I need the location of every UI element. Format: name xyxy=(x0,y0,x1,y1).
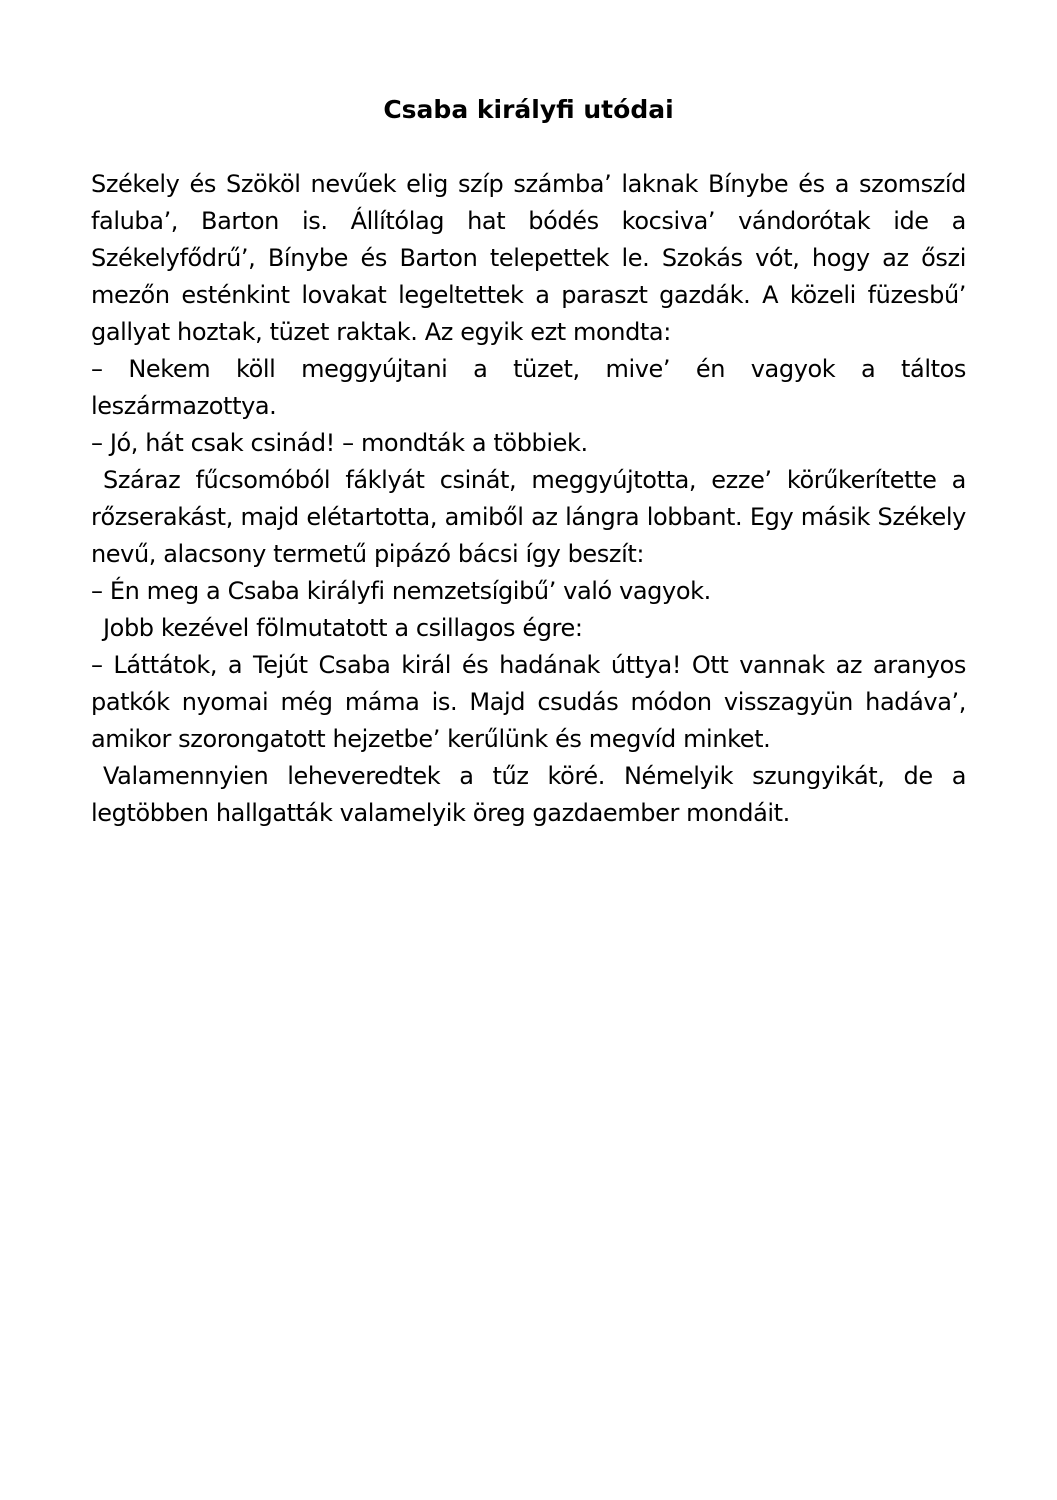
paragraph: Székely és Szököl nevűek elig szíp számba’ laknak Bínybe és a szomszíd faluba’, Barton is. Állítólag hat bódés kocsiva’ vándorótak ide a Székelyfődrű’, Bínybe és Barton telepettek le. Szokás vót, hogy az őszi mezőn esténkint lovakat legeltettek a paraszt gazdák. A közeli füzesbű’ gallyat hoztak, tüzet raktak. Az egyik ezt mondta: xyxy=(91,170,966,346)
dialogue-line: – Nekem köll meggyújtani a tüzet, mive’ én vagyok a táltos leszármazottya. xyxy=(91,355,966,420)
paragraph: Jobb kezével fölmutatott a csillagos égre: xyxy=(103,614,583,642)
dialogue-line: – Én meg a Csaba királyfi nemzetsígibű’ való vagyok. xyxy=(91,577,711,605)
dialogue-line: – Láttátok, a Tejút Csaba királ és hadának úttya! Ott vannak az aranyos patkók nyomai még máma is. Majd csudás módon visszagyün hadáva’, amikor szorongatott hejzetbe’ kerűlünk és megvíd minket. xyxy=(91,651,966,753)
story-body xyxy=(91,166,966,832)
paragraph: Valamennyien leheveredtek a tűz köré. Némelyik szungyikát, de a legtöbben hallgatták valamelyik öreg gazdaember mondáit. xyxy=(91,762,966,827)
page-title: Csaba királyfi utódai xyxy=(383,95,674,124)
paragraph: Száraz fűcsomóból fáklyát csinát, meggyújtotta, ezze’ körűkerítette a rőzserakást, majd elétartotta, amiből az lángra lobbant. Egy másik Székely nevű, alacsony termetű pipázó bácsi így beszít: xyxy=(91,466,966,568)
dialogue-line: – Jó, hát csak csinád! – mondták a többiek. xyxy=(91,429,588,457)
